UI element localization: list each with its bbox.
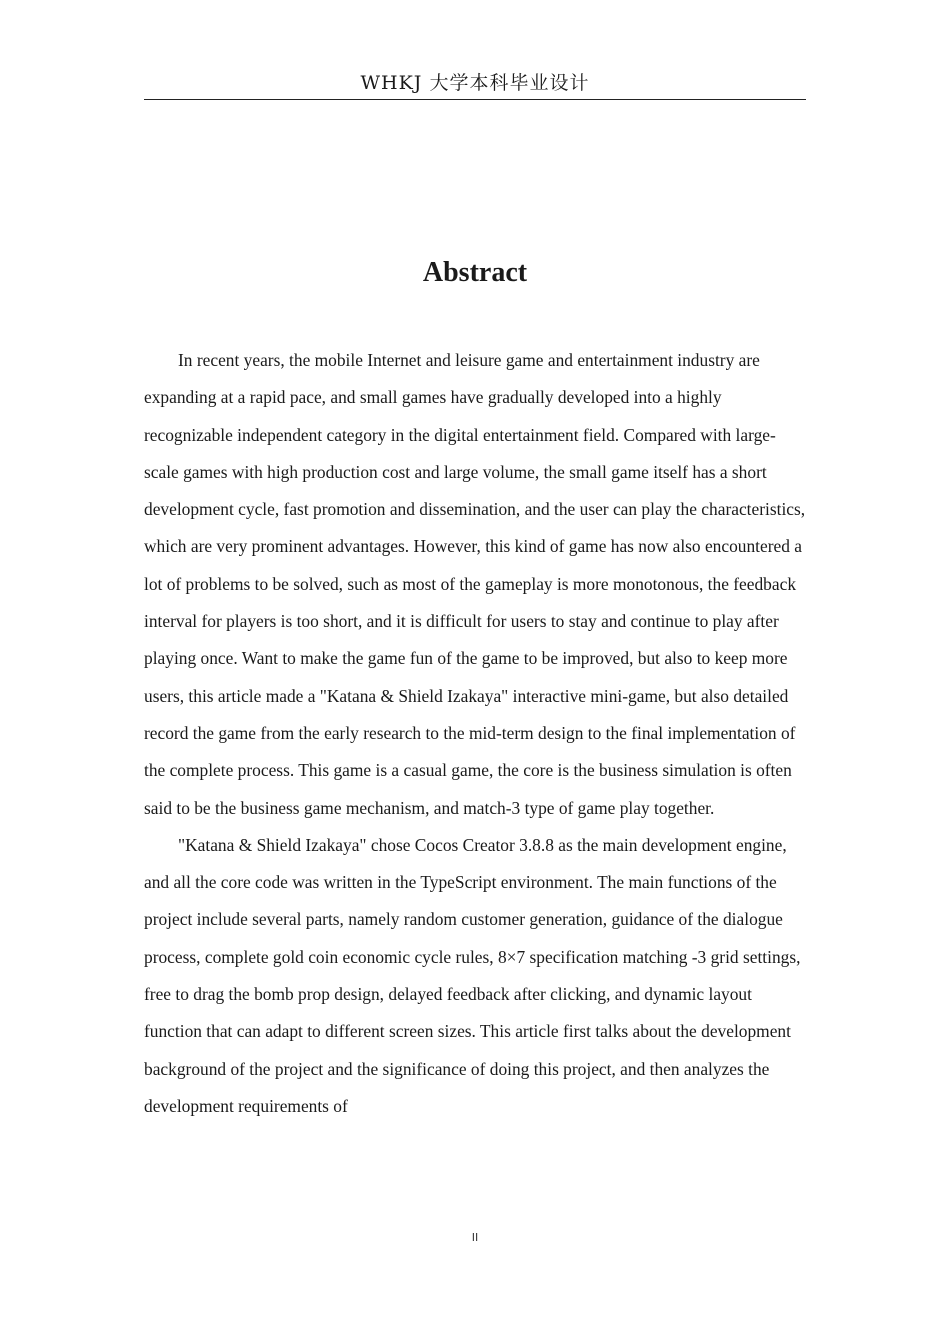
page-number: II	[471, 1231, 479, 1244]
page-title: Abstract	[422, 257, 528, 288]
abstract-paragraph-2: "Katana & Shield Izakaya" chose Cocos Creator 3.8.8 as the main development engine, and all the core code was written in the TypeScript environment. The main functions of the project include several parts, namely random customer generation, guidance of the dialogue process, complete gold coin economic cycle rules, 8×7 specification matching -3 grid settings, free to drag the bomb prop design, delayed feedback after clicking, and dynamic layout function that can adapt to different screen sizes. This article first talks about the development background of the project and the significance of doing this project, and then analyzes the development requirements of	[144, 834, 801, 1116]
running-header: WHKJ 大学本科毕业设计	[144, 70, 806, 100]
abstract-body	[144, 342, 806, 1125]
abstract-paragraph-1: In recent years, the mobile Internet and leisure game and entertainment industry are expanding at a rapid pace, and small games have gradually developed into a highly recognizable independent category in the digital entertainment field. Compared with large-scale games with high production cost and large volume, the small game itself has a short development cycle, fast promotion and dissemination, and the user can play the characteristics, which are very prominent advantages. However, this kind of game has now also encountered a lot of problems to be solved, such as most of the gameplay is more monotonous, the feedback interval for players is too short, and it is difficult for users to stay and continue to play after playing once. Want to make the game fun of the game to be improved, but also to keep more users, this article made a "Katana & Shield Izakaya" interactive mini-game, but also detailed record the game from the early research to the mid-term design to the final implementation of the complete process. This game is a casual game, the core is the business simulation is often said to be the business game mechanism, and match-3 type of game play together.	[144, 350, 806, 818]
